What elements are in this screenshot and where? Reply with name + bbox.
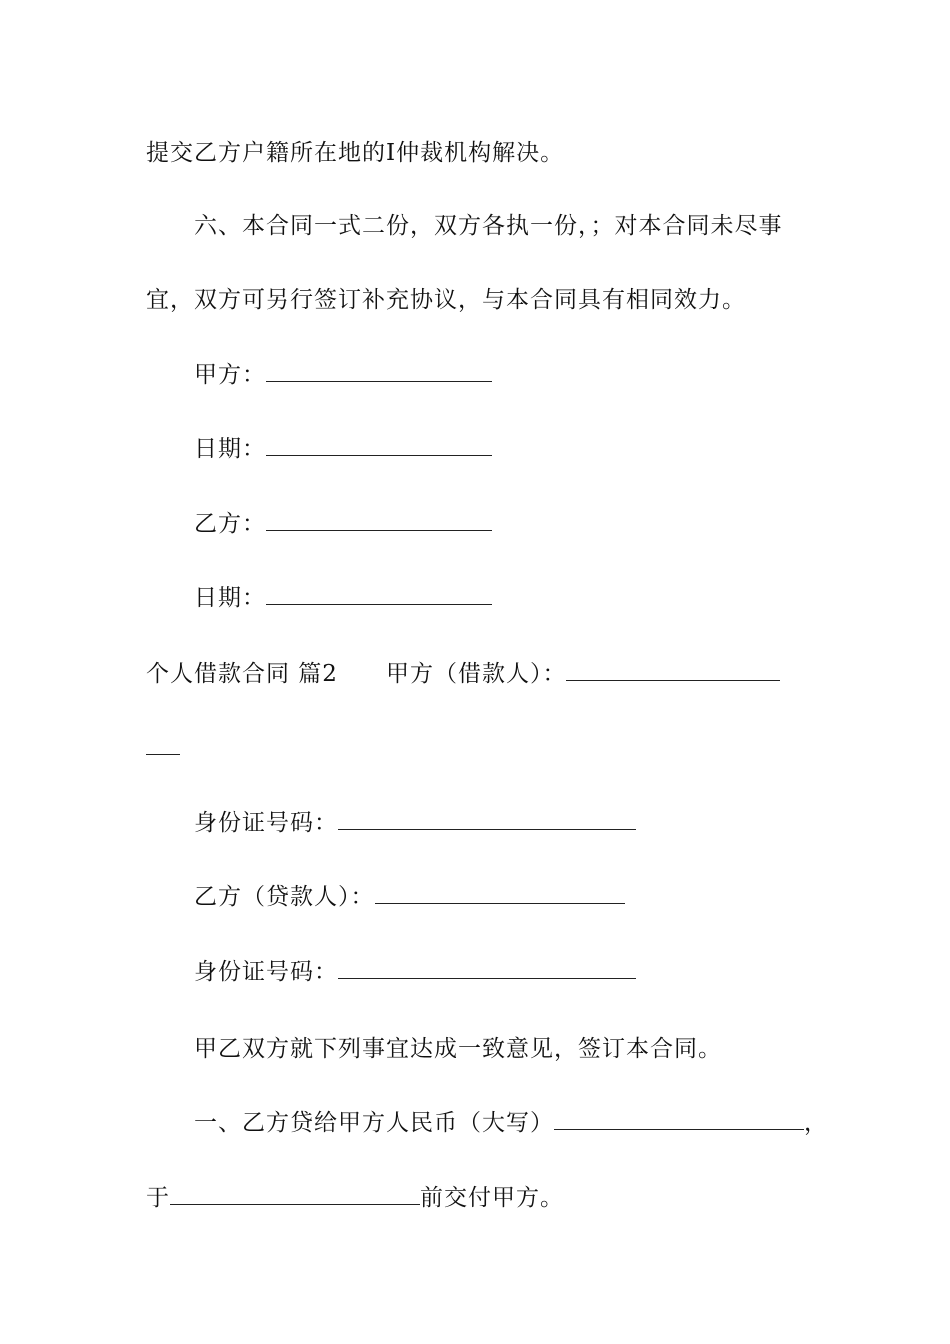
agreement-line: 甲乙双方就下列事宜达成一致意见，签订本合同。	[194, 1036, 722, 1062]
paragraph-line: 宜，双方可另行签订补充协议，与本合同具有相同效力。	[146, 287, 746, 313]
payment-suffix: 前交付甲方。	[420, 1185, 564, 1211]
date-blank[interactable]	[266, 584, 492, 605]
clause-one-comma: ，	[804, 1110, 828, 1136]
party-a-signature-row	[194, 360, 492, 390]
id-number-blank[interactable]	[338, 958, 636, 979]
party-b-blank[interactable]	[266, 510, 492, 531]
contract-title: 个人借款合同 篇2	[146, 661, 338, 687]
date-label: 日期：	[194, 585, 266, 611]
clause-one-row	[194, 1108, 828, 1138]
borrower-label: 甲方（借款人）：	[385, 661, 567, 687]
payment-prefix: 于	[146, 1185, 170, 1211]
party-a-blank[interactable]	[266, 361, 492, 382]
party-b-label: 乙方：	[194, 511, 266, 537]
borrower-id-row	[194, 808, 636, 838]
lender-id-row	[194, 957, 636, 987]
date-row	[194, 583, 492, 613]
lender-row	[194, 882, 625, 912]
borrower-blank[interactable]	[566, 660, 780, 681]
clause-one-text: 一、乙方贷给甲方人民币（大写）	[194, 1110, 554, 1136]
date-blank[interactable]	[266, 435, 492, 456]
party-a-label: 甲方：	[194, 362, 266, 388]
party-b-signature-row	[194, 509, 492, 539]
borrower-blank-tail[interactable]	[146, 734, 180, 755]
id-number-label: 身份证号码：	[194, 810, 338, 836]
id-number-label: 身份证号码：	[194, 959, 338, 985]
id-number-blank[interactable]	[338, 809, 636, 830]
date-row	[194, 434, 492, 464]
contract-title-row	[146, 659, 780, 689]
amount-blank[interactable]	[554, 1109, 804, 1130]
payment-date-row	[146, 1183, 564, 1213]
date-label: 日期：	[194, 436, 266, 462]
paragraph-line: 提交乙方户籍所在地的I仲裁机构解决。	[146, 140, 565, 166]
lender-blank[interactable]	[375, 883, 625, 904]
clause-six-line: 六、本合同一式二份，双方各执一份，；对本合同未尽事	[194, 213, 783, 239]
borrower-blank-continuation	[146, 733, 180, 763]
payment-date-blank[interactable]	[170, 1184, 420, 1205]
lender-label: 乙方（贷款人）：	[194, 884, 375, 910]
